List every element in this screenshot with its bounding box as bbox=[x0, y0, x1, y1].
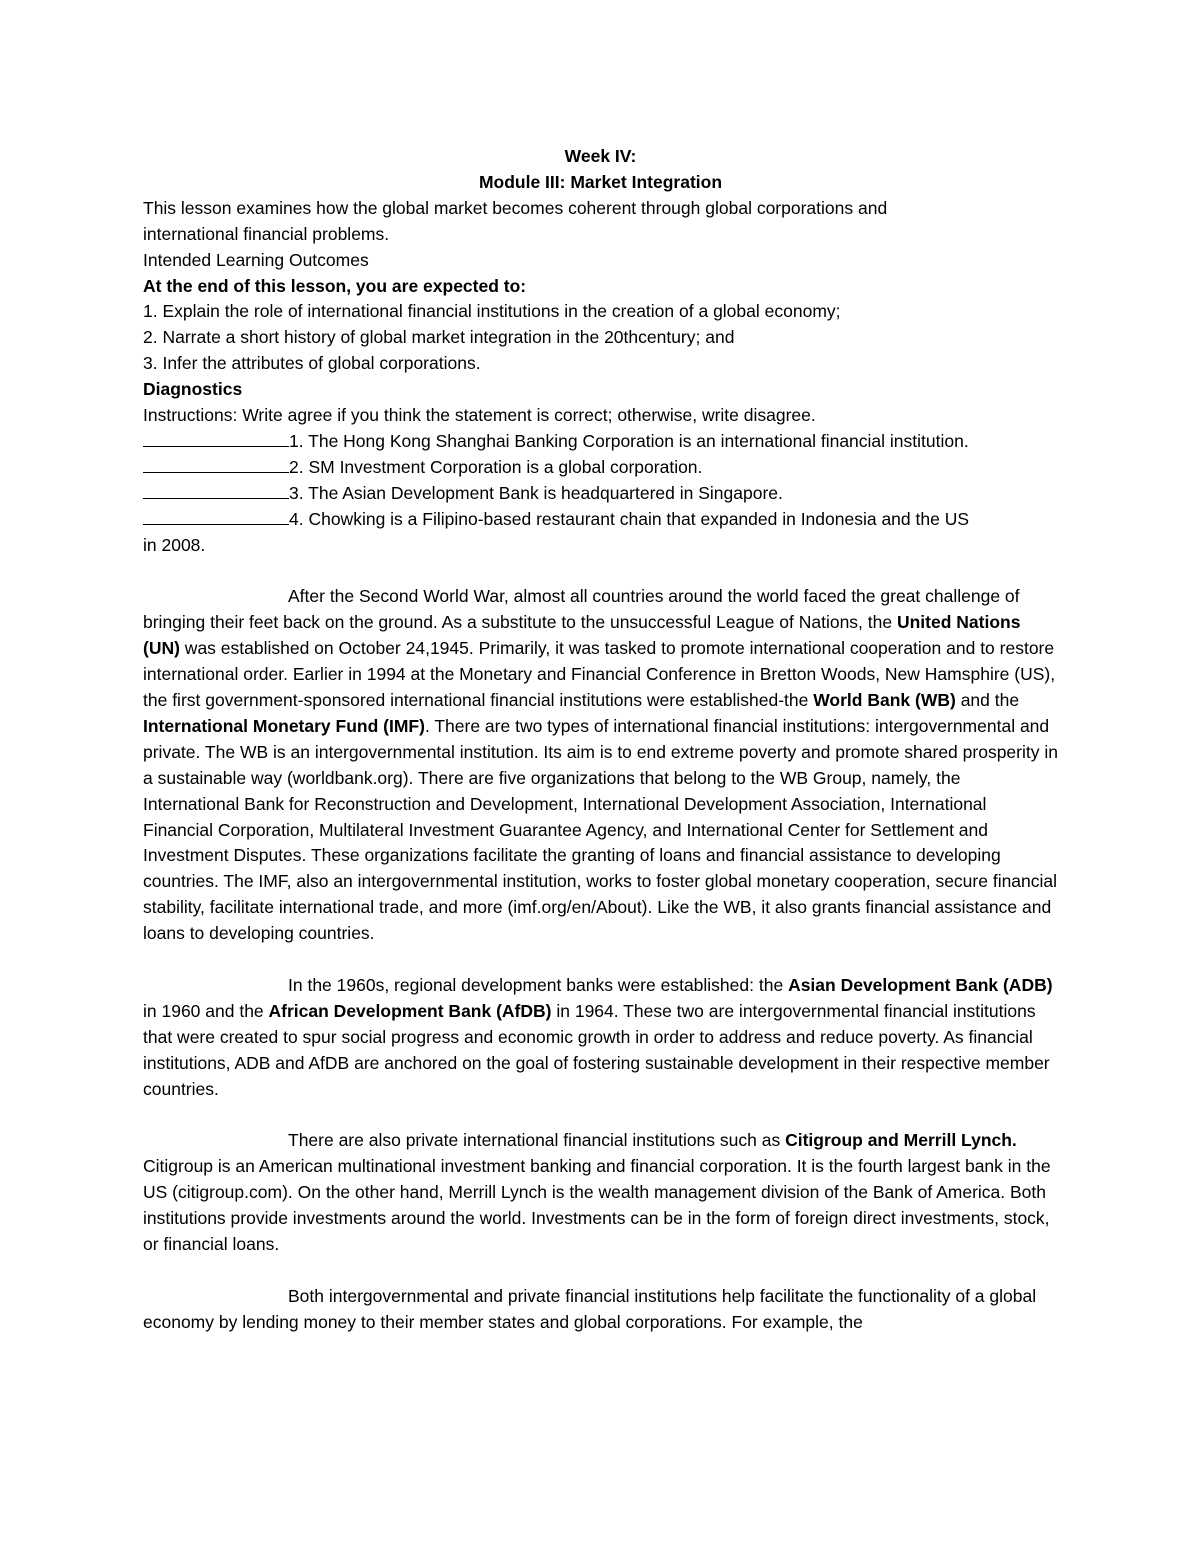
text-run: in 1964. These two are intergovernmental financial institutions that were created to spur social progress and economic growth in order to address and reduce poverty. As financial institutions, ADB and AfDB are anchored on the goal of fostering sustainable development in their respective member countries. bbox=[143, 1000, 1050, 1099]
text-run: Citigroup is an American multinational investment banking and financial corporation. It is the fourth largest bank in the US (citigroup.com). On the other hand, Merrill Lynch is the wealth management division of the Bank of America. Both institutions provide investments around the world. Investments can be in the form of foreign direct investments, stock, or financial loans. bbox=[143, 1156, 1051, 1255]
diagnostic-item-4-continued: in 2008. bbox=[143, 534, 206, 555]
diagnostic-item-2 bbox=[143, 455, 1058, 481]
paragraph-1 bbox=[143, 584, 1058, 947]
spacer bbox=[143, 947, 1058, 973]
spacer bbox=[143, 1258, 1058, 1284]
intro-line-2: international financial problems. bbox=[143, 223, 390, 244]
text-run: in 1960 and the bbox=[143, 1000, 269, 1021]
text-run: was established on October 24,1945. Primarily, it was tasked to promote international cooperation and to restore international order. Earlier in 1994 at the Monetary and Financial Conference in Bretton Woods, New Hamsphire (US), the first government-sponsored international financial institutions were established-the bbox=[143, 638, 1056, 711]
diagnostic-item-text: 2. SM Investment Corporation is a global corporation. bbox=[289, 456, 703, 477]
module-title: Module III: Market Integration bbox=[478, 171, 723, 192]
bold-term-imf: International Monetary Fund (IMF) bbox=[143, 715, 425, 736]
outcome-item-3: 3. Infer the attributes of global corporations. bbox=[143, 353, 481, 374]
answer-blank-3[interactable] bbox=[143, 482, 289, 499]
bold-term-wb: World Bank (WB) bbox=[813, 690, 956, 711]
week-title: Week IV: bbox=[564, 146, 637, 166]
text-run: After the Second World War, almost all countries around the world faced the great challenge of bringing their feet back on the ground. As a substitute to the unsuccessful League of Nations, the bbox=[143, 586, 1020, 633]
spacer bbox=[143, 559, 1058, 585]
text-run: Both intergovernmental and private financial institutions help facilitate the functionality of a global economy by lending money to their member states and global corporations. For example, the bbox=[143, 1285, 1037, 1332]
text-run: There are also private international financial institutions such as bbox=[288, 1130, 786, 1151]
answer-blank-4[interactable] bbox=[143, 508, 289, 525]
paragraph-3 bbox=[143, 1128, 1058, 1258]
outcomes-heading: Intended Learning Outcomes bbox=[143, 249, 369, 270]
diagnostic-item-text: 1. The Hong Kong Shanghai Banking Corporation is an international financial institution. bbox=[289, 430, 969, 451]
bold-term-adb: Asian Development Bank (ADB) bbox=[788, 974, 1053, 995]
intro-line-1: This lesson examines how the global market becomes coherent through global corporations and bbox=[143, 197, 888, 218]
text-run: In the 1960s, regional development banks were established: the bbox=[288, 974, 789, 995]
bold-term-un: United Nations (UN) bbox=[143, 612, 1021, 659]
diagnostic-item-text: 3. The Asian Development Bank is headquartered in Singapore. bbox=[289, 482, 783, 503]
outcome-item-1: 1. Explain the role of international financial institutions in the creation of a global economy; bbox=[143, 301, 841, 322]
spacer bbox=[143, 1103, 1058, 1129]
bold-term-citigroup-merrill: Citigroup and Merrill Lynch. bbox=[785, 1130, 1017, 1151]
text-run: . There are two types of international financial institutions: intergovernmental and private. The WB is an intergovernmental institution. Its aim is to end extreme poverty and promote shared prosperity in a sustainable way (worldbank.org). There are five organizations that belong to the WB Group, namely, the International Bank for Reconstruction and Development, International Development Association, International Financial Corporation, Multilateral Investment Guarantee Agency, and International Center for Settlement and Investment Disputes. These organizations facilitate the granting of loans and financial assistance to developing countries. The IMF, also an intergovernmental institution, works to foster global monetary cooperation, secure financial stability, facilitate international trade, and more (imf.org/en/About). Like the WB, it also grants financial assistance and loans to developing countries. bbox=[143, 715, 1058, 944]
outcome-item-2: 2. Narrate a short history of global market integration in the 20thcentury; and bbox=[143, 327, 735, 348]
answer-blank-2[interactable] bbox=[143, 456, 289, 473]
paragraph-4 bbox=[143, 1284, 1058, 1336]
diagnostic-item-1 bbox=[143, 429, 1058, 455]
paragraph-2 bbox=[143, 973, 1058, 1103]
diagnostic-item-text: 4. Chowking is a Filipino-based restaurant chain that expanded in Indonesia and the US bbox=[289, 508, 970, 529]
answer-blank-1[interactable] bbox=[143, 430, 289, 447]
diagnostics-instructions: Instructions: Write agree if you think the statement is correct; otherwise, write disagree. bbox=[143, 405, 816, 426]
outcomes-lead: At the end of this lesson, you are expected to: bbox=[143, 275, 527, 296]
diagnostics-heading: Diagnostics bbox=[143, 379, 243, 400]
document-body bbox=[143, 144, 1058, 1336]
bold-term-afdb: African Development Bank (AfDB) bbox=[268, 1000, 552, 1021]
diagnostic-item-3 bbox=[143, 481, 1058, 507]
diagnostic-item-4 bbox=[143, 507, 1058, 533]
text-run: and the bbox=[955, 690, 1020, 711]
